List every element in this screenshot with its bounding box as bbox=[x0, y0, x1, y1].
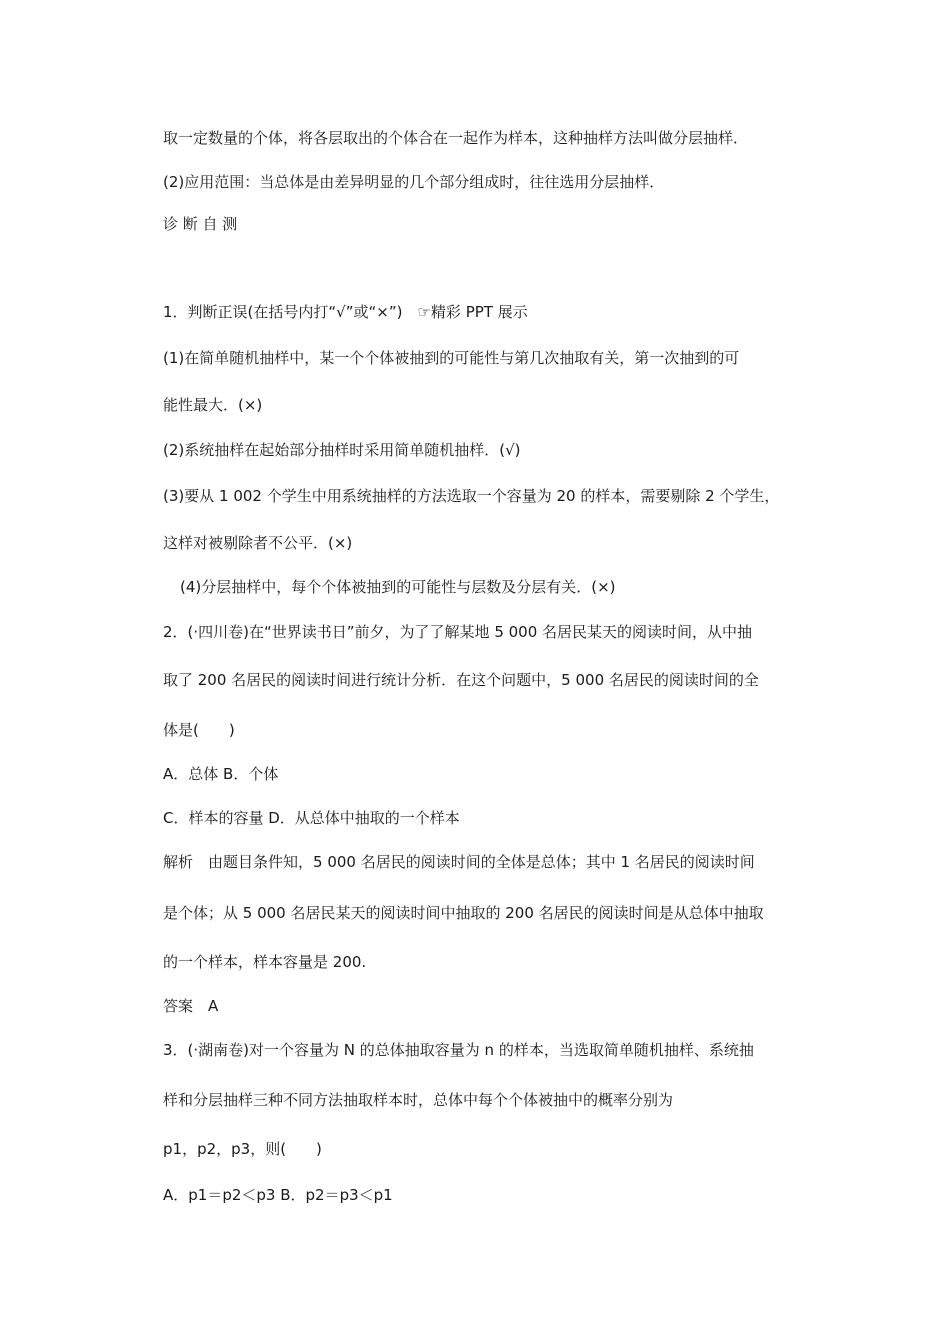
answer-options: C．样本的容量 D．从总体中抽取的一个样本 bbox=[163, 809, 460, 827]
text-line: 样和分层抽样三种不同方法抽取样本时，总体中每个个体被抽中的概率分别为 bbox=[163, 1091, 674, 1109]
question-1-title bbox=[163, 302, 528, 322]
text-line: 能性最大．(×) bbox=[163, 396, 263, 414]
text-line: 3．(·湖南卷)对一个容量为 N 的总体抽取容量为 n 的样本，当选取简单随机抽样、系统抽 bbox=[163, 1041, 754, 1059]
text-line: 体是( ) bbox=[163, 721, 235, 739]
text-line: 2．(·四川卷)在“世界读书日”前夕，为了了解某地 5 000 名居民某天的阅读时间，从中抽 bbox=[163, 623, 753, 641]
solution-text: 的一个样本，样本容量是 200. bbox=[163, 953, 367, 971]
text-line: (2)应用范围：当总体是由差异明显的几个部分组成时，往往选用分层抽样． bbox=[163, 173, 665, 191]
section-heading: 诊 断 自 测 bbox=[163, 215, 238, 233]
ppt-link[interactable]: 精彩 PPT 展示 bbox=[430, 303, 528, 321]
text-line: (3)要从 1 002 个学生中用系统抽样的方法选取一个容量为 20 的样本，需要剔除 2 个学生， bbox=[163, 487, 780, 505]
text-line: (4)分层抽样中，每个个体被抽到的可能性与层数及分层有关．(×) bbox=[180, 578, 616, 596]
text-line: p1，p2，p3，则( ) bbox=[163, 1140, 322, 1158]
question-1-text: 1．判断正误(在括号内打“√”或“×”) bbox=[163, 303, 418, 321]
answer-options: A．p1＝p2＜p3 B．p2＝p3＜p1 bbox=[163, 1186, 393, 1204]
solution-text: 是个体；从 5 000 名居民某天的阅读时间中抽取的 200 名居民的阅读时间是从总体中抽取 bbox=[163, 904, 764, 922]
answer-options: A．总体 B．个体 bbox=[163, 765, 279, 783]
solution-text: 解析 由题目条件知，5 000 名居民的阅读时间的全体是总体；其中 1 名居民的阅读时间 bbox=[163, 853, 755, 871]
answer-text: 答案 A bbox=[163, 997, 219, 1015]
text-line: (1)在简单随机抽样中，某一个个体被抽到的可能性与第几次抽取有关，第一次抽到的可 bbox=[163, 349, 740, 367]
text-line: (2)系统抽样在起始部分抽样时采用简单随机抽样．(√) bbox=[163, 441, 521, 459]
pointing-hand-icon: ☞ bbox=[417, 303, 431, 321]
text-line: 这样对被剔除者不公平．(×) bbox=[163, 534, 353, 552]
text-line: 取一定数量的个体，将各层取出的个体合在一起作为样本，这种抽样方法叫做分层抽样． bbox=[163, 129, 749, 147]
text-line: 取了 200 名居民的阅读时间进行统计分析．在这个问题中，5 000 名居民的阅读时间的全 bbox=[163, 671, 759, 689]
